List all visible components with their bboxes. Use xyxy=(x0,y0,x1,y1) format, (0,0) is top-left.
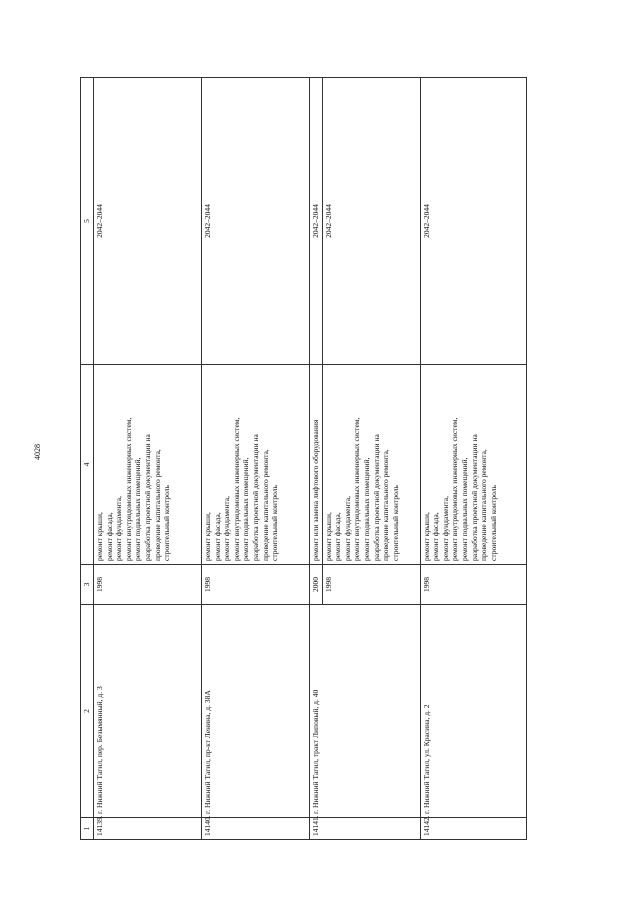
repair-work-item: ремонт фасада, xyxy=(212,512,222,561)
repair-work-item: разработка проектной документации на xyxy=(142,434,152,561)
repair-work-item: ремонт фасада, xyxy=(104,512,114,561)
repair-work-item: ремонт крыши, xyxy=(323,512,333,561)
repair-work-item: проведение капитального ремонта, xyxy=(381,449,391,561)
column-number: 4 xyxy=(81,365,94,565)
repair-work-item: ремонт внутридомовых инженерных систем, xyxy=(352,417,362,561)
commission-year: 1998 xyxy=(202,565,310,605)
repair-work-item: ремонт внутридомовых инженерных систем, xyxy=(123,417,133,561)
column-number: 5 xyxy=(81,78,94,365)
row-number: 14141. xyxy=(310,818,421,840)
repair-period: 2042–2044 xyxy=(310,78,323,365)
repair-work-item: строительный контроль xyxy=(488,485,498,561)
page-number: 4028 xyxy=(33,444,42,460)
repair-work-item: ремонт подвальных помещений, xyxy=(133,457,143,561)
column-number-row xyxy=(81,78,94,840)
repair-period: 2042–2044 xyxy=(420,78,526,365)
repair-work-item: ремонт внутридомовых инженерных систем, xyxy=(450,417,460,561)
repair-work-item: ремонт подвальных помещений, xyxy=(241,457,251,561)
commission-year: 1998 xyxy=(420,565,526,605)
commission-year: 1998 xyxy=(94,565,202,605)
repair-works xyxy=(420,365,526,565)
repair-works xyxy=(322,365,420,565)
commission-year: 1998 xyxy=(322,565,420,605)
column-number: 1 xyxy=(81,818,94,840)
column-number: 2 xyxy=(81,605,94,818)
building-address: г. Нижний Тагил, ул. Красина, д. 2 xyxy=(420,605,526,818)
column-number: 3 xyxy=(81,565,94,605)
repair-work-item: ремонт фундамента, xyxy=(342,496,352,561)
repair-work-item: проведение капитального ремонта, xyxy=(479,449,489,561)
repair-work-item: ремонт фундамента, xyxy=(222,496,232,561)
repair-work-item: проведение капитального ремонта, xyxy=(260,449,270,561)
repair-period: 2042–2044 xyxy=(94,78,202,365)
repair-work-item: ремонт фундамента, xyxy=(114,496,124,561)
repair-works xyxy=(310,365,323,565)
repair-schedule-table xyxy=(80,77,527,840)
repair-work-item: ремонт крыши, xyxy=(95,512,104,561)
row-number: 14140. xyxy=(202,818,310,840)
table-row xyxy=(202,78,310,840)
repair-work-item: строительный контроль xyxy=(162,485,172,561)
repair-work-item: строительный контроль xyxy=(270,485,280,561)
repair-work-item: ремонт фасада, xyxy=(431,512,441,561)
repair-work-item: разработка проектной документации на xyxy=(371,434,381,561)
repair-work-item: ремонт крыши, xyxy=(421,512,431,561)
repair-work-item: ремонт фундамента, xyxy=(440,496,450,561)
building-address: г. Нижний Тагил, пер. Безымянный, д. 3 xyxy=(94,605,202,818)
repair-works xyxy=(202,365,310,565)
repair-work-item: проведение капитального ремонта, xyxy=(152,449,162,561)
table-row xyxy=(310,78,323,840)
repair-works xyxy=(94,365,202,565)
rotated-table xyxy=(80,78,520,840)
repair-period: 2042–2044 xyxy=(202,78,310,365)
repair-work-item: разработка проектной документации на xyxy=(469,434,479,561)
repair-work-item: ремонт фасада, xyxy=(333,512,343,561)
repair-work-item: ремонт подвальных помещений, xyxy=(361,457,371,561)
table-body xyxy=(94,78,527,840)
rotated-table-frame xyxy=(80,78,520,840)
building-address: г. Нижний Тагил, пр-кт Ленина, д. 38А xyxy=(202,605,310,818)
repair-period: 2042–2044 xyxy=(322,78,420,365)
repair-work-item: ремонт подвальных помещений, xyxy=(459,457,469,561)
repair-work-item: ремонт крыши, xyxy=(203,512,212,561)
repair-work-item: строительный контроль xyxy=(390,485,400,561)
table-row xyxy=(420,78,526,840)
row-number: 14139. xyxy=(94,818,202,840)
repair-work-item: разработка проектной документации на xyxy=(250,434,260,561)
repair-work-item: ремонт внутридомовых инженерных систем, xyxy=(231,417,241,561)
row-number: 14142. xyxy=(420,818,526,840)
repair-work-item: ремонт или замена лифтового оборудования xyxy=(311,419,320,561)
commission-year: 2000 xyxy=(310,565,323,605)
table-row xyxy=(94,78,202,840)
building-address: г. Нижний Тагил, тракт Липовый, д. 40 xyxy=(310,605,421,818)
